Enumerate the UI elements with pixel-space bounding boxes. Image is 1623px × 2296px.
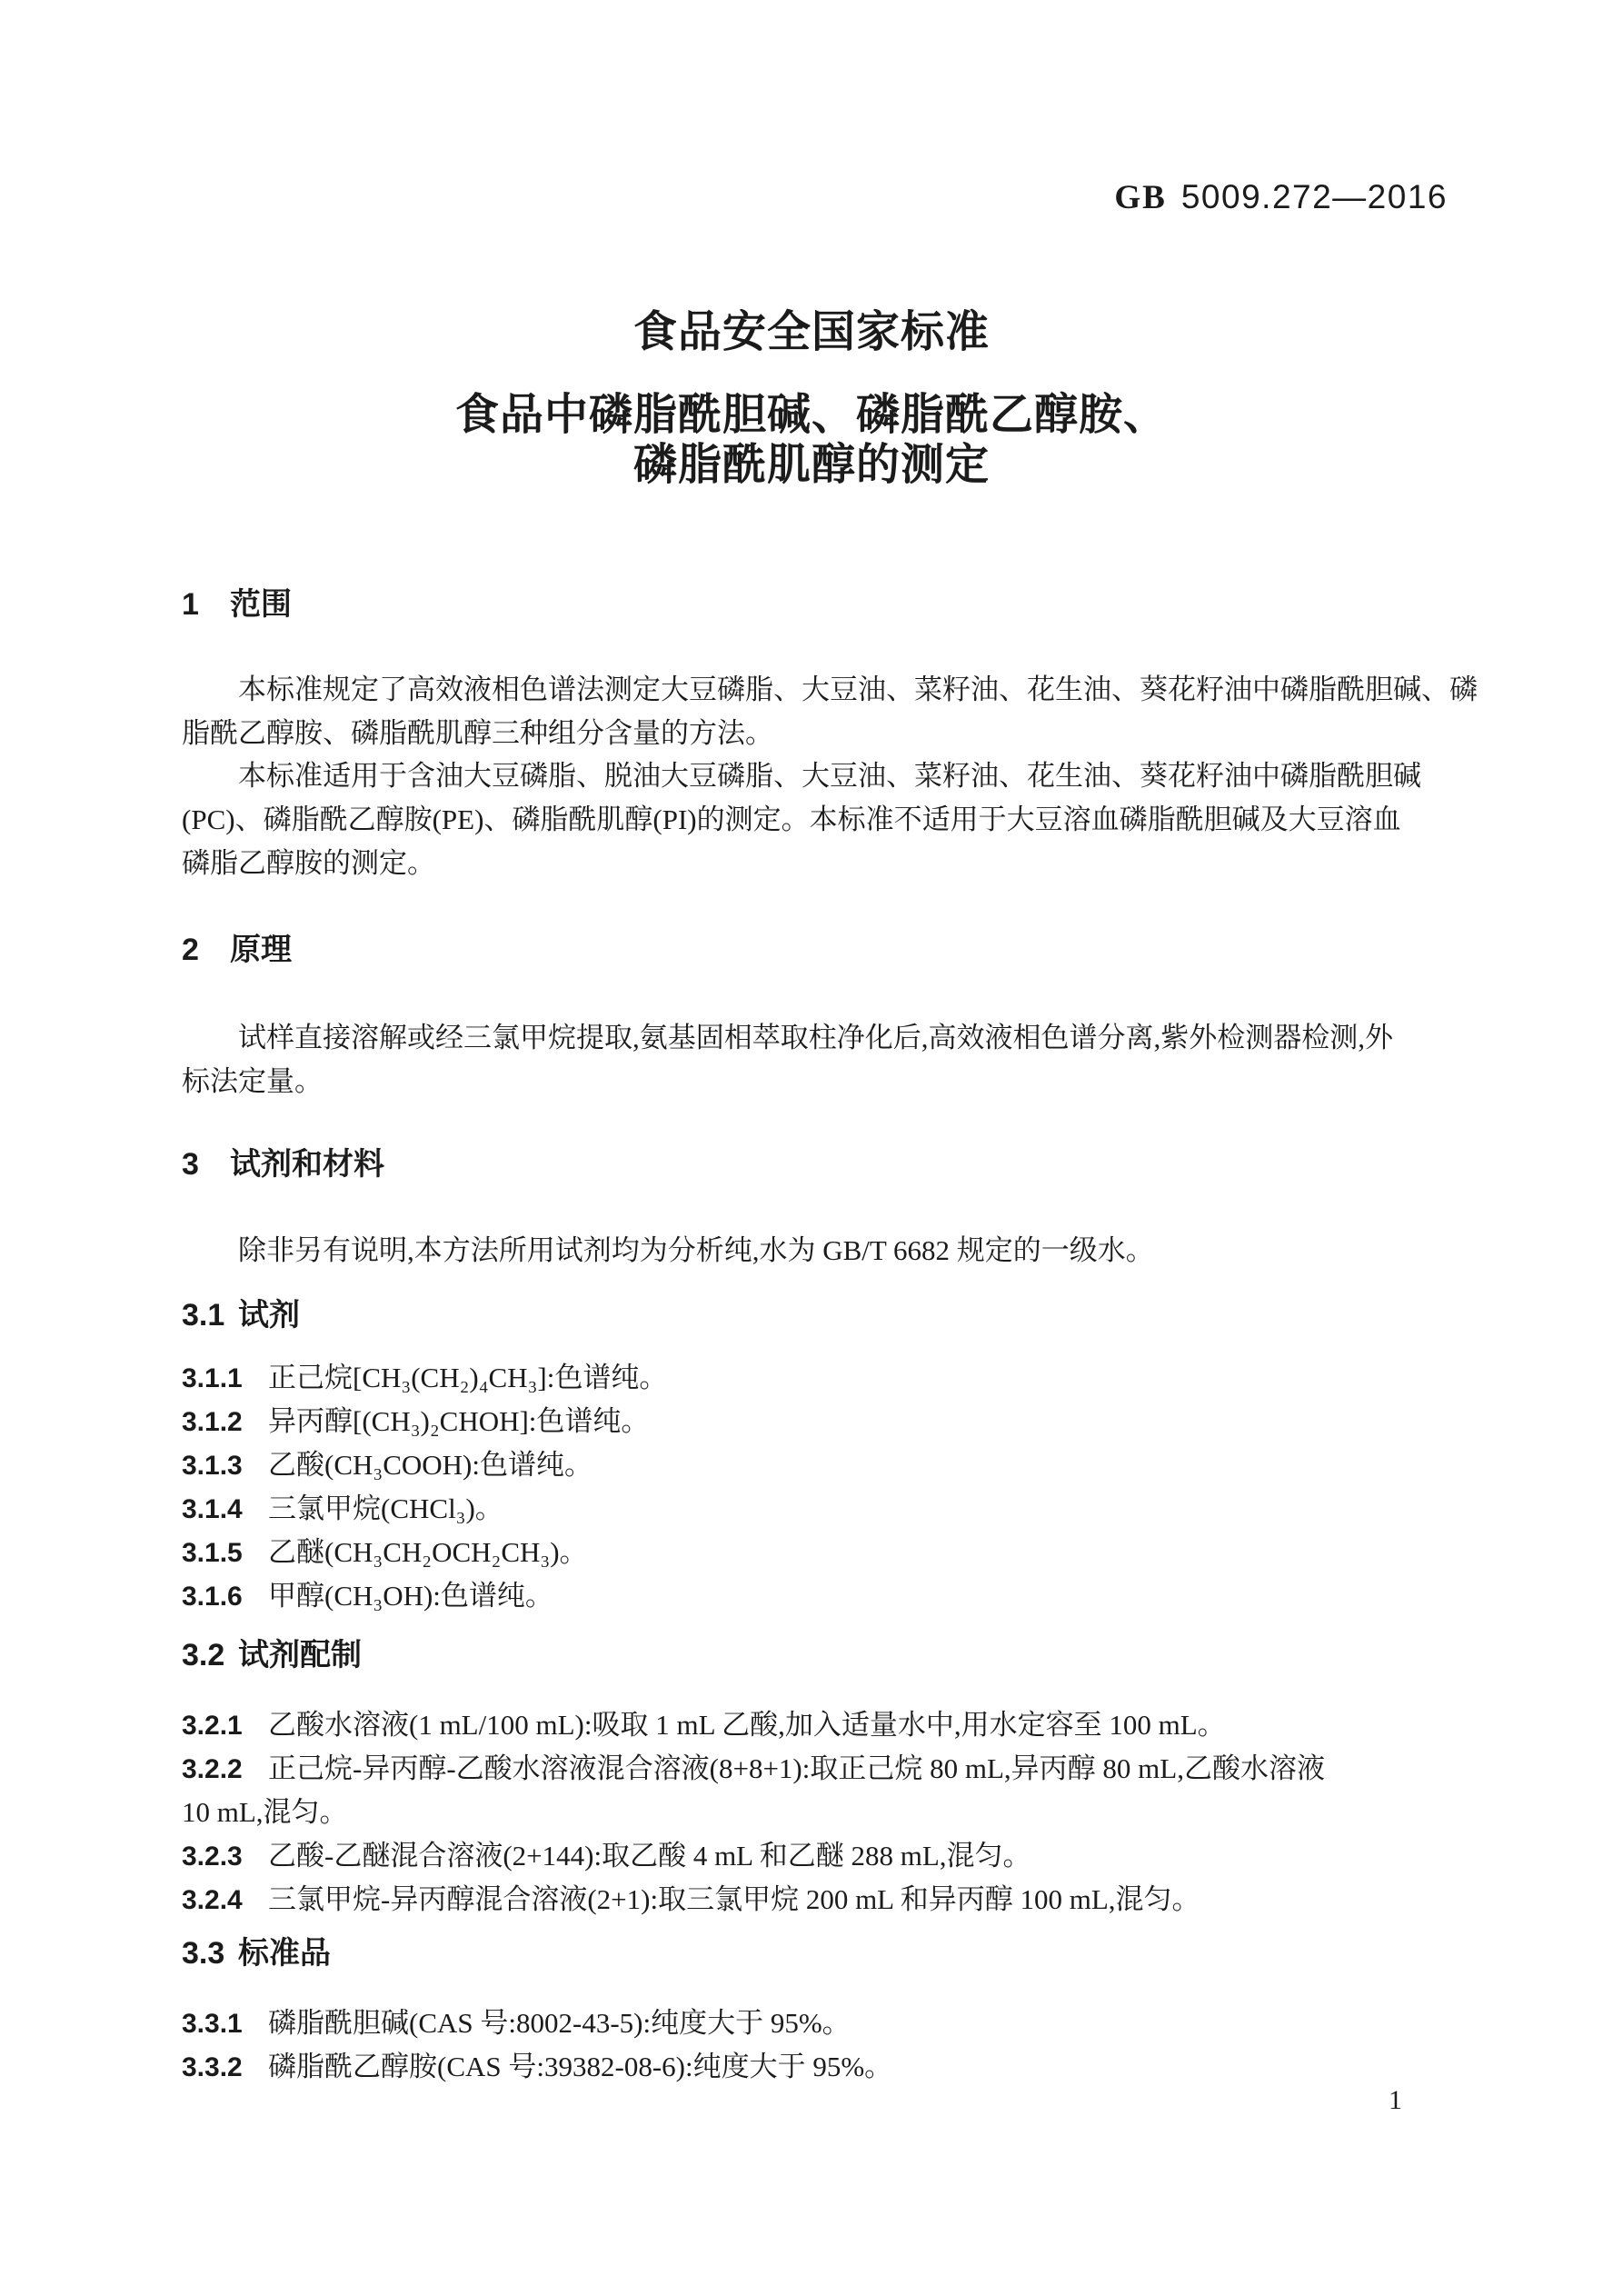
section-1-paragraph-2-line-1: 本标准适用于含油大豆磷脂、脱油大豆磷脂、大豆油、菜籽油、花生油、葵花籽油中磷脂酰胆碱: [238, 760, 1421, 792]
clause-3-1-3: [182, 1449, 592, 1482]
clause-3-3-1-number: 3.3.1: [182, 2009, 243, 2039]
section-1-paragraph-2-line-3: 磷脂乙醇胺的测定。: [182, 847, 435, 879]
clause-3-1-4-text: 三氯甲烷(CHCl₃)。: [268, 1492, 503, 1524]
clause-3-1-2-text: 异丙醇[(CH₃)₂CHOH]:色谱纯。: [268, 1405, 650, 1437]
clause-3-2-1: [182, 1709, 1226, 1742]
clause-3-1-5-text: 乙醚(CH₃CH₂OCH₂CH₃)。: [268, 1536, 588, 1568]
doc-title-line3: 磷脂酰肌醇的测定: [632, 441, 990, 489]
section-1-heading: [182, 589, 292, 620]
section-2-label: 原理: [230, 933, 292, 967]
clause-3-1-2-number: 3.1.2: [182, 1407, 243, 1437]
doc-title-line1: 食品安全国家标准: [632, 308, 990, 356]
clause-3-2-1-text: 乙酸水溶液(1 mL/100 mL):吸取 1 mL 乙酸,加入适量水中,用水定容至 100 mL。: [268, 1709, 1226, 1741]
clause-3-3-1-text: 磷脂酰胆碱(CAS 号:8002-43-5):纯度大于 95%。: [268, 2007, 851, 2039]
clause-3-1-6: [182, 1580, 553, 1613]
section-3-1-label: 试剂: [238, 1298, 300, 1333]
section-3-3-heading: [182, 1938, 331, 1969]
clause-3-2-2-continuation: 10 mL,混匀。: [182, 1796, 348, 1828]
clause-3-2-4-number: 3.2.4: [182, 1885, 243, 1915]
section-3-2-heading: [182, 1640, 362, 1671]
clause-3-2-2: [182, 1752, 1325, 1786]
section-3-2-label: 试剂配制: [238, 1638, 362, 1672]
section-3-label: 试剂和材料: [230, 1147, 384, 1182]
section-3-number: 3: [182, 1147, 199, 1182]
standard-code: [1114, 180, 1448, 215]
clause-3-1-5: [182, 1536, 588, 1570]
clause-3-2-3-text: 乙酸-乙醚混合溶液(2+144):取乙酸 4 mL 和乙醚 288 mL,混匀。: [268, 1840, 1031, 1872]
standard-code-prefix: GB: [1114, 179, 1167, 216]
section-3-intro: 除非另有说明,本方法所用试剂均为分析纯,水为 GB/T 6682 规定的一级水。: [238, 1234, 1154, 1266]
section-1-paragraph-1-line-1: 本标准规定了高效液相色谱法测定大豆磷脂、大豆油、菜籽油、花生油、葵花籽油中磷脂酰胆碱、磷: [238, 674, 1478, 705]
section-2-heading: [182, 934, 292, 965]
clause-3-1-1: [182, 1362, 667, 1395]
standard-code-number: 5009.272—2016: [1180, 178, 1448, 215]
section-1-label: 范围: [230, 587, 292, 622]
page-number: 1: [1389, 2085, 1402, 2115]
clause-3-1-3-text: 乙酸(CH₃COOH):色谱纯。: [268, 1449, 592, 1481]
clause-3-1-4-number: 3.1.4: [182, 1494, 243, 1524]
section-3-1-number: 3.1: [182, 1298, 225, 1333]
clause-3-1-5-number: 3.1.5: [182, 1538, 243, 1568]
section-1-number: 1: [182, 587, 199, 622]
clause-3-1-6-number: 3.1.6: [182, 1582, 243, 1612]
section-3-3-number: 3.3: [182, 1936, 225, 1971]
section-3-heading: [182, 1149, 384, 1180]
section-3-2-number: 3.2: [182, 1638, 225, 1672]
clause-3-3-2: [182, 2051, 892, 2084]
clause-3-2-3: [182, 1840, 1031, 1873]
section-2-paragraph-line-1: 试样直接溶解或经三氯甲烷提取,氨基固相萃取柱净化后,高效液相色谱分离,紫外检测器检测,外: [238, 1022, 1393, 1053]
section-2-number: 2: [182, 933, 199, 967]
clause-3-2-4-text: 三氯甲烷-异丙醇混合溶液(2+1):取三氯甲烷 200 mL 和异丙醇 100 mL,混匀。: [268, 1883, 1200, 1915]
clause-3-3-2-number: 3.3.2: [182, 2052, 243, 2082]
clause-3-1-6-text: 甲醇(CH₃OH):色谱纯。: [268, 1580, 553, 1612]
clause-3-2-1-number: 3.2.1: [182, 1711, 243, 1741]
section-1-paragraph-1-line-2: 脂酰乙醇胺、磷脂酰肌醇三种组分含量的方法。: [182, 717, 773, 749]
doc-title-line2: 食品中磷脂酰胆碱、磷脂酰乙醇胺、: [454, 391, 1168, 439]
clause-3-3-1: [182, 2007, 851, 2041]
clause-3-2-2-text: 正己烷-异丙醇-乙酸水溶液混合溶液(8+8+1):取正己烷 80 mL,异丙醇 80 mL,乙酸水溶液: [268, 1752, 1325, 1784]
clause-3-1-1-number: 3.1.1: [182, 1363, 243, 1393]
clause-3-1-4: [182, 1492, 503, 1526]
clause-3-1-2: [182, 1405, 649, 1439]
clause-3-1-3-number: 3.1.3: [182, 1451, 243, 1481]
section-1-paragraph-2-line-2: (PC)、磷脂酰乙醇胺(PE)、磷脂酰肌醇(PI)的测定。本标准不适用于大豆溶血磷脂酰胆碱及大豆溶血: [182, 804, 1401, 835]
clause-3-2-4: [182, 1883, 1200, 1917]
clause-3-1-1-text: 正己烷[CH₃(CH₂)₄CH₃]:色谱纯。: [268, 1362, 668, 1393]
clause-3-2-2-number: 3.2.2: [182, 1754, 243, 1784]
section-3-3-label: 标准品: [238, 1936, 331, 1971]
clause-3-3-2-text: 磷脂酰乙醇胺(CAS 号:39382-08-6):纯度大于 95%。: [268, 2051, 893, 2082]
section-3-1-heading: [182, 1300, 300, 1331]
clause-3-2-3-number: 3.2.3: [182, 1842, 243, 1872]
section-2-paragraph-line-2: 标法定量。: [182, 1065, 323, 1097]
